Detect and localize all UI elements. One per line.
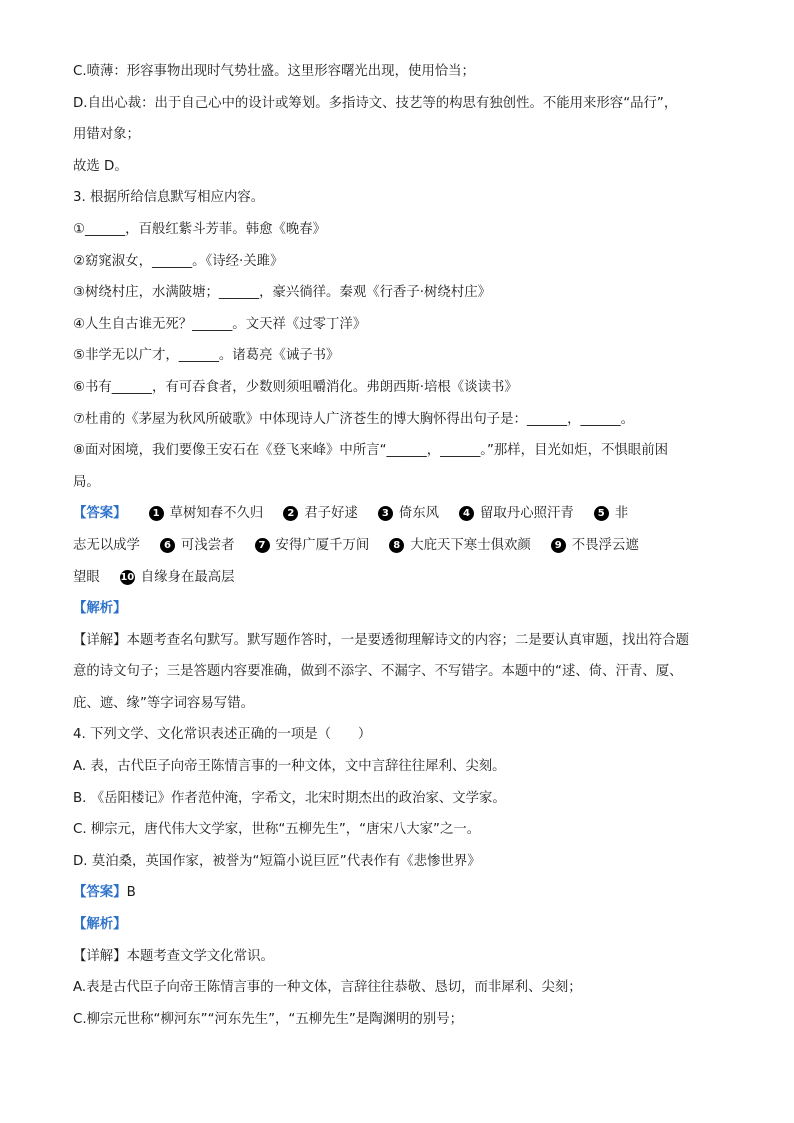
blank-item-1: ①______，百般红紫斗芳菲。韩愈《晚春》 bbox=[73, 221, 327, 237]
circled-number-icon: 9 bbox=[551, 538, 566, 553]
answer-text: 非 bbox=[614, 506, 629, 522]
circled-number-icon: 1 bbox=[149, 506, 164, 521]
answer-item bbox=[149, 504, 264, 524]
answer-item bbox=[594, 504, 628, 524]
circled-number-icon: 2 bbox=[283, 506, 298, 521]
answer-row-1 bbox=[73, 504, 723, 524]
answer-text: 倚东风 bbox=[398, 506, 440, 522]
blank-item-7: ⑦杜甫的《茅屋为秋风所破歌》中体现诗人广济苍生的博大胸怀得出句子是：______，______。 bbox=[73, 411, 635, 427]
answer-item bbox=[283, 504, 358, 524]
analysis-label bbox=[73, 915, 723, 935]
option-c: C. 柳宗元，唐代伟大文学家，世称“五柳先生”，“唐宋八大家”之一。 bbox=[73, 822, 481, 838]
detail-text: 本题考查名句默写。默写题作答时，一是要透彻理解诗文的内容；二是要认真审题，找出符合题 bbox=[126, 632, 689, 648]
analysis-tag: 【解析】 bbox=[73, 917, 127, 933]
answer-item bbox=[120, 568, 235, 588]
answer-item bbox=[389, 536, 531, 556]
answer-text: 不畏浮云遮 bbox=[571, 537, 639, 553]
circled-number-icon: 6 bbox=[160, 538, 175, 553]
answer-4-line bbox=[73, 883, 723, 903]
circled-number-icon: 7 bbox=[255, 538, 270, 553]
text-line: C.喷薄：形容事物出现时气势壮盛。这里形容曙光出现，使用恰当； bbox=[73, 64, 475, 79]
option-d: D. 莫泊桑，英国作家，被誉为“短篇小说巨匠”代表作有《悲惨世界》 bbox=[73, 853, 481, 869]
answer-item bbox=[378, 504, 439, 524]
text-line: 故选 D。 bbox=[73, 158, 128, 174]
answer-item bbox=[255, 536, 370, 556]
answer-item bbox=[551, 536, 639, 556]
question-3-title: 3. 根据所给信息默写相应内容。 bbox=[73, 190, 265, 206]
blank-item-2: ②窈窕淑女，______。《诗经·关雎》 bbox=[73, 253, 284, 269]
answer-item-cont: 志无以成学 bbox=[73, 537, 140, 553]
option-b: B. 《岳阳楼记》作者范仲淹，字希文，北宋时期杰出的政治家、文学家。 bbox=[73, 790, 506, 806]
circled-number-icon: 8 bbox=[389, 538, 404, 553]
detail-line bbox=[73, 631, 723, 651]
answer-text: 草树知春不久归 bbox=[169, 506, 264, 522]
answer-text: 大庇天下寒士俱欢颜 bbox=[410, 537, 531, 553]
answer-text: 安得广厦千万间 bbox=[275, 537, 370, 553]
question-4-title: 4. 下列文学、文化常识表述正确的一项是（ ） bbox=[73, 727, 372, 743]
detail-line bbox=[73, 947, 723, 967]
text-line: D.自出心裁：出于自己心中的设计或筹划。多指诗文、技艺等的构思有独创性。不能用来形容“品行”， bbox=[73, 95, 678, 111]
blank-item-4: ④人生自古谁无死？______。文天祥《过零丁洋》 bbox=[73, 316, 367, 332]
answer-text: 君子好逑 bbox=[304, 506, 358, 522]
answer-item bbox=[160, 536, 235, 556]
answer-text: 留取丹心照汗青 bbox=[480, 506, 574, 522]
answer-text: 可浅尝者 bbox=[180, 537, 235, 553]
answer-row-3 bbox=[73, 568, 723, 588]
answer-4-value: B bbox=[126, 885, 136, 901]
answer-item bbox=[459, 504, 574, 524]
option-a: A. 表，古代臣子向帝王陈情言事的一种文体，文中言辞往往犀利、尖刻。 bbox=[73, 759, 506, 775]
blank-item-5: ⑤非学无以广才，______。诸葛亮《诫子书》 bbox=[73, 348, 340, 364]
analysis-tag: 【解析】 bbox=[73, 601, 127, 617]
answer-item-cont: 望眼 bbox=[73, 569, 100, 585]
circled-number-icon: 3 bbox=[378, 506, 393, 521]
detail-tag: 【详解】 bbox=[73, 948, 127, 964]
answer-row-2 bbox=[73, 536, 723, 556]
blank-item-8: ⑧面对困境，我们要像王安石在《登飞来峰》中所言“______，______。”那样，目光如炬，不惧眼前困 bbox=[73, 443, 668, 459]
blank-item-8-cont: 局。 bbox=[73, 474, 100, 490]
detail-line: 庇、遮、缘”等字词容易写错。 bbox=[73, 695, 255, 711]
detail-tag: 【详解】 bbox=[73, 632, 127, 648]
circled-number-icon: 4 bbox=[459, 506, 474, 521]
blank-item-3: ③树绕村庄，水满陂塘；______，豪兴徜徉。秦观《行香子·树绕村庄》 bbox=[73, 285, 491, 301]
detail-text: 本题考查文学文化常识。 bbox=[126, 948, 274, 964]
text-line: 用错对象； bbox=[73, 127, 140, 143]
analysis-label bbox=[73, 599, 723, 619]
answer-tag: 【答案】 bbox=[73, 885, 127, 901]
detail-line: A.表是古代臣子向帝王陈情言事的一种文体，言辞往往恭敬、恳切，而非犀利、尖刻； bbox=[73, 980, 582, 996]
document-page bbox=[73, 62, 723, 1041]
circled-number-icon: 10 bbox=[120, 571, 135, 583]
detail-line: 意的诗文句子；三是答题内容要准确，做到不添字、不漏字、不写错字。本题中的“逑、倚、汗青、厦、 bbox=[73, 664, 683, 680]
circled-number-icon: 5 bbox=[594, 506, 609, 521]
answer-text: 自缘身在最高层 bbox=[140, 569, 235, 585]
blank-item-6: ⑥书有______，有可吞食者，少数则须咀嚼消化。弗朗西斯·培根《谈读书》 bbox=[73, 379, 518, 395]
answer-label: 【答案】 bbox=[73, 506, 127, 522]
detail-line: C.柳宗元世称“柳河东”“河东先生”，“五柳先生”是陶渊明的别号； bbox=[73, 1011, 463, 1027]
